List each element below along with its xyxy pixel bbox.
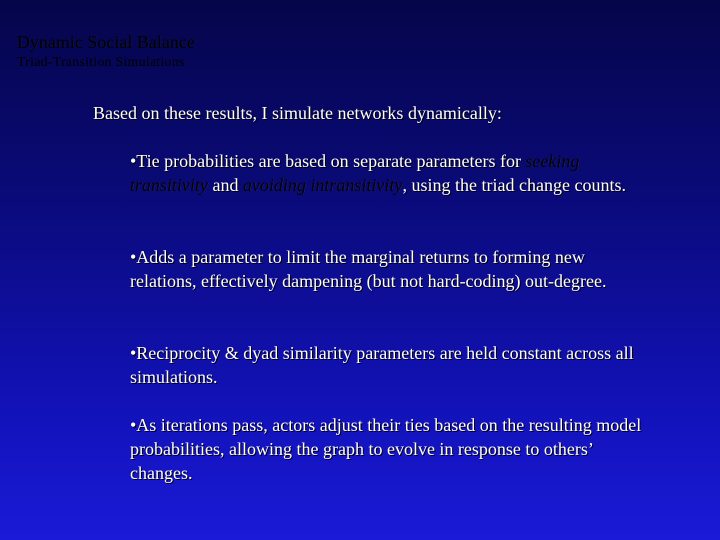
bullet-text: and <box>208 175 243 195</box>
slide-subtitle: Triad-Transition Simulations <box>17 55 185 70</box>
slide-title: Dynamic Social Balance <box>17 32 195 52</box>
bullet-iterations: •As iterations pass, actors adjust their ties based on the resulting model probabilities, allowing the graph to evolve in response to others’ changes. <box>130 415 642 483</box>
bullet-marginal-returns: •Adds a parameter to limit the marginal returns to forming new relations, effectively dampening (but not hard-coding) out-degree. <box>130 247 607 291</box>
intro-text: Based on these results, I simulate networks dynamically: <box>93 103 502 123</box>
bullet-reciprocity: •Reciprocity & dyad similarity parameters are held constant across all simulations. <box>130 343 634 387</box>
bullet-text: , using the triad change counts. <box>402 175 626 195</box>
bullet-transitivity <box>130 149 650 197</box>
bullet-text: •Tie probabilities are based on separate parameters for <box>130 151 526 171</box>
emphasis-seeking-transitivity: seeking transitivity <box>130 151 580 195</box>
emphasis-avoiding-intransitivity: avoiding intransitivity <box>243 175 403 195</box>
